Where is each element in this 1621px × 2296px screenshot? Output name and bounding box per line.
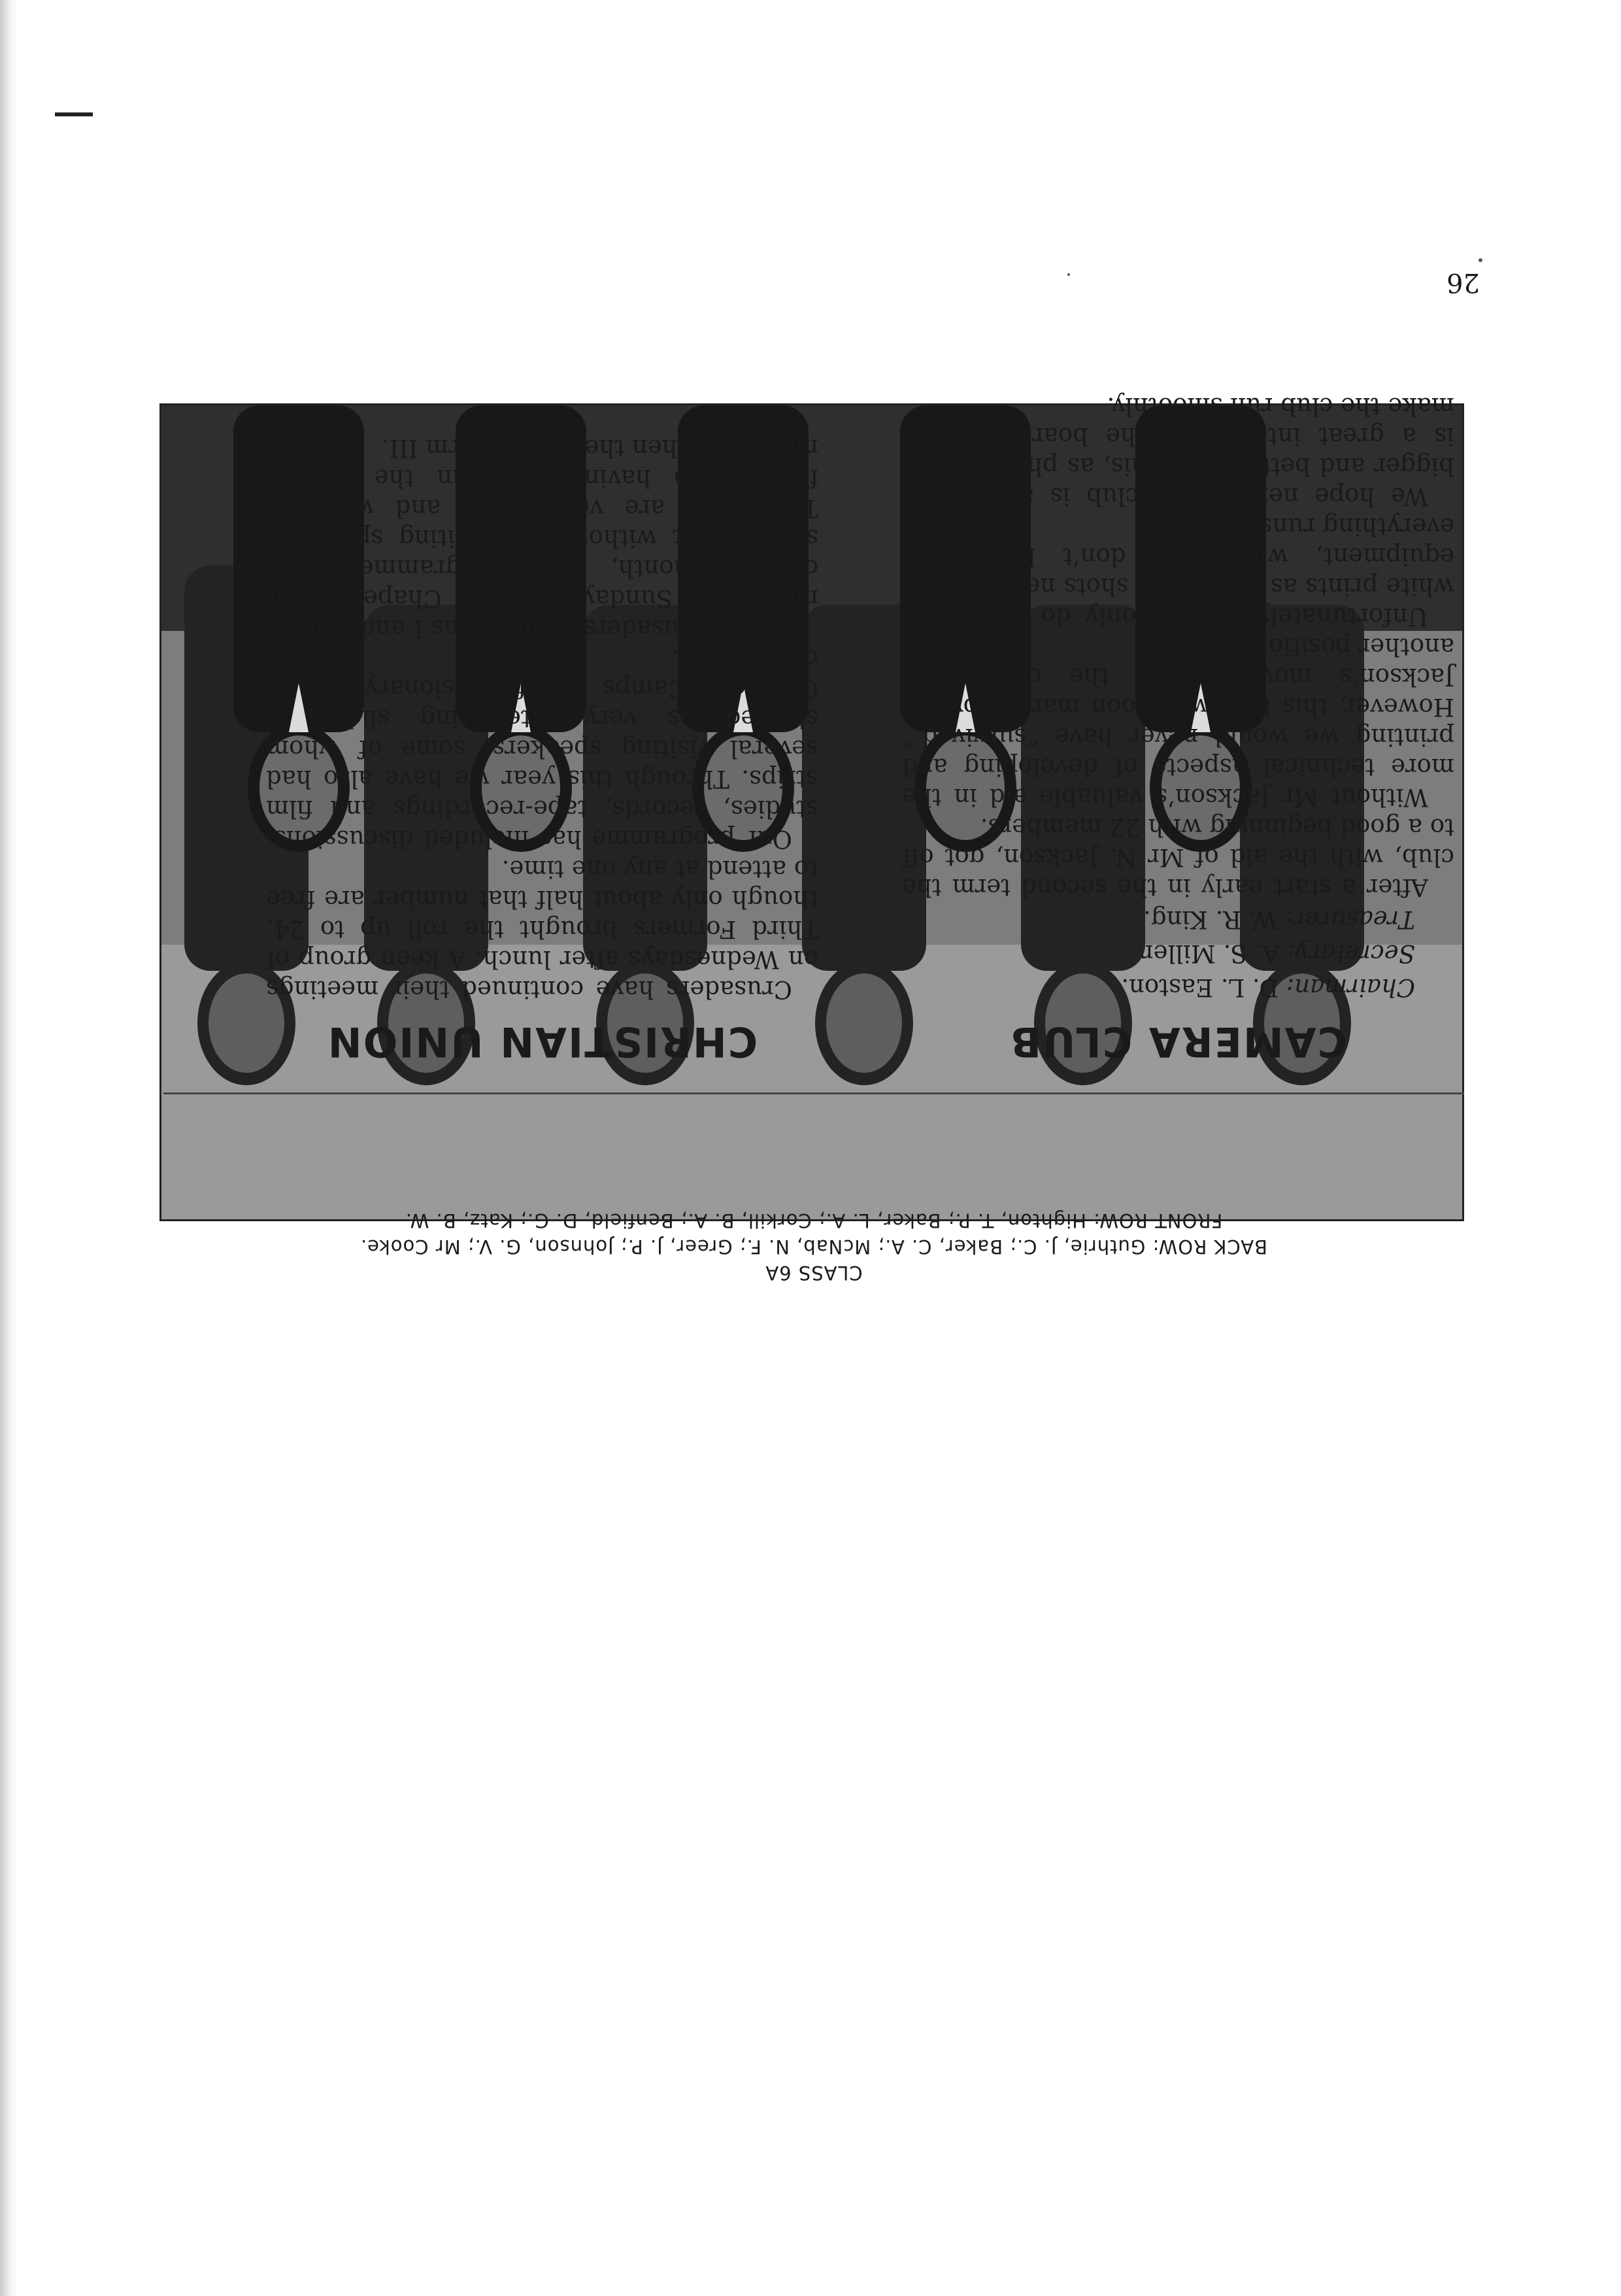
caption-front-row: FRONT ROW: Highton, T. P.; Baker, L. A.; Corkill, B. A.; Benfield, D. G.; Katz, B. W.: [405, 1209, 1223, 1232]
page-number: 26: [1446, 267, 1480, 297]
camera-club-paragraph: After a start early in the second term the club, with the aid of Mr N. Jackson, got off to a good beginning with 22 members.: [902, 813, 1454, 902]
caption-title: CLASS 6A: [765, 1262, 863, 1284]
photo-caption: [163, 1207, 1464, 1286]
camera-club-paragraph: Without Mr Jackson’s valuable aid in the more technical aspects of developing and printing we would never have “survived.” However, this help was soon marred by Mr Jackson’s moving from the college to another position.: [902, 633, 1454, 811]
christian-union-paragraph: Our programme has included discussions, studies, records, tape-recordings and film strips. Through this year we have also had several visiting speakers, some of whom showed us very interesting slides of Crusader Camps or of Missionary life in other lands.: [266, 645, 818, 853]
christian-union-heading: CHRISTIAN UNION: [326, 1018, 758, 1066]
camera-club-treasurer: Treasurer: W. R. King.: [1143, 905, 1415, 934]
camera-club-paragraph: We hope next year’s club is as big, or bigger and better, than this, as photography is a great interest to the boarders, who make the club run smoothly.: [902, 392, 1454, 511]
caption-back-row: BACK ROW: Guthrie, J. C.; Baker, C. A.; McNab, N. F.; Greer, J. P.; Johnson, G. V.; Mr Cooke.: [359, 1236, 1268, 1258]
christian-union-paragraph: Crusaders have continued their meetings on Wednesdays after lunch. A keen group of Third Formers brought the roll up to 24, though only about half that number are free to attend at any one time.: [266, 855, 818, 1004]
camera-club-paragraph: Unfortunately we can only do black and white prints as the colour shots need special equipment, which we don’t have, but everything runs smoothly.: [902, 513, 1454, 631]
section-divider: [163, 1092, 1464, 1094]
christian-union-column: [266, 433, 818, 1066]
christian-union-paragraph: Junior Crusaders from Forms I and II have met after Sunday Evening Chapel about once a month, their programme being similar, but without any visiting speakers. They, too, are very keen, and we look forward to having them in the weekly meetings when they enter Form III.: [266, 434, 818, 643]
camera-club-column: [902, 391, 1454, 1066]
camera-club-heading: CAMERA CLUB: [1009, 1018, 1348, 1066]
camera-club-chairman: Chairman: D. L. Easton.: [1121, 973, 1415, 1002]
camera-club-secretary: Secretary: A. S. Miller.: [1137, 939, 1415, 968]
